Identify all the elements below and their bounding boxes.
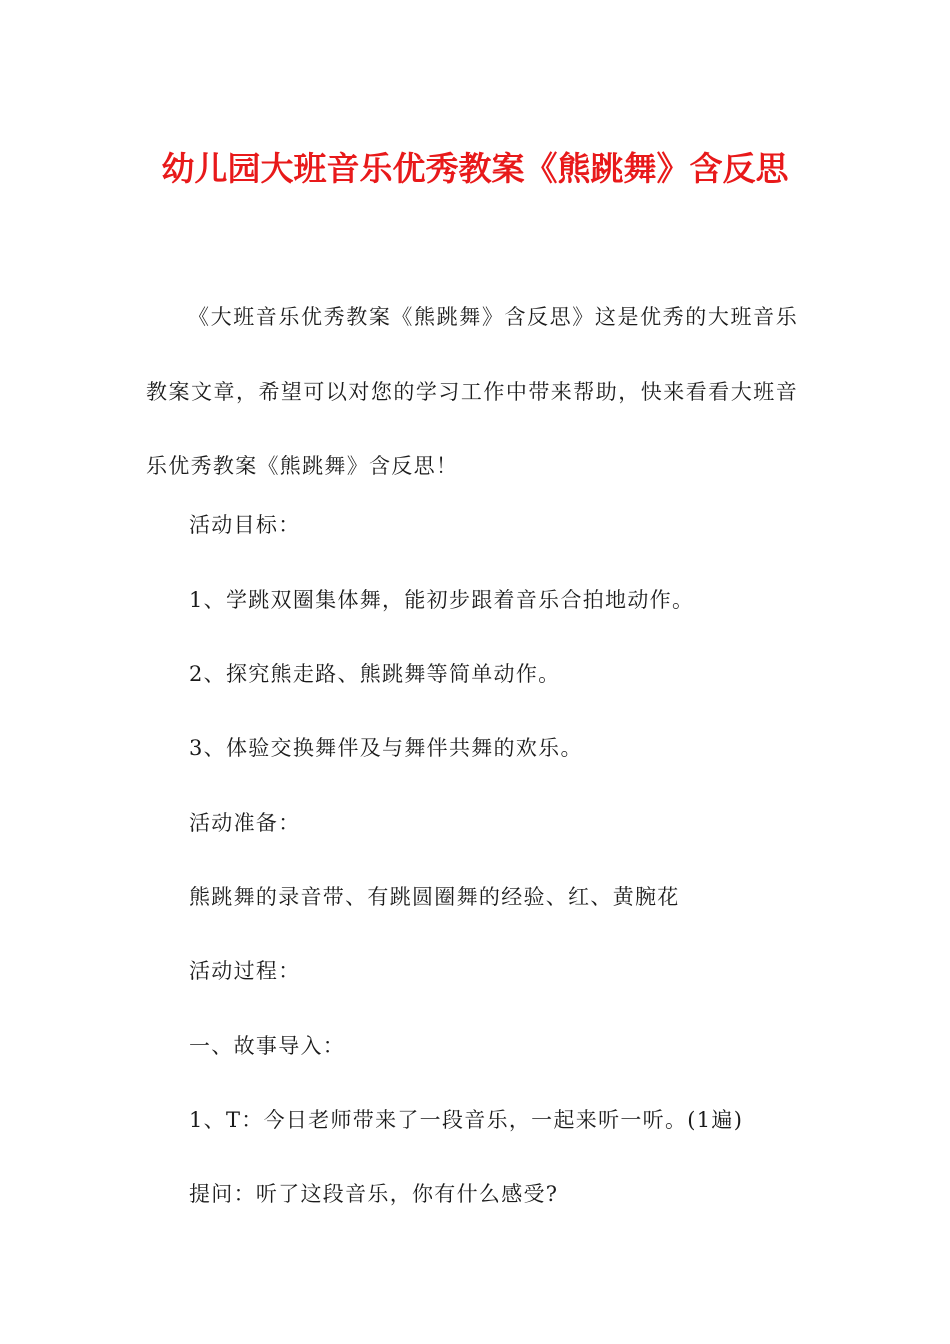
section-heading-objectives: 活动目标：	[189, 513, 301, 537]
objective-item-1: 1、学跳双圈集体舞，能初步跟着音乐合拍地动作。	[189, 588, 695, 612]
objective-item-3: 3、体验交换舞伴及与舞伴共舞的欢乐。	[189, 736, 583, 760]
objective-item-2: 2、探究熊走路、熊跳舞等简单动作。	[189, 662, 561, 686]
section-heading-preparation: 活动准备：	[189, 811, 301, 835]
process-question: 提问：听了这段音乐，你有什么感受?	[189, 1182, 559, 1206]
intro-paragraph: 《大班音乐优秀教案《熊跳舞》含反思》这是优秀的大班音乐教案文章，希望可以对您的学习工作中带来帮助，快来看看大班音乐优秀教案《熊跳舞》含反思！	[146, 305, 798, 478]
process-step-heading: 一、故事导入：	[189, 1034, 346, 1058]
section-heading-process: 活动过程：	[189, 959, 301, 983]
document-title: 幼儿园大班音乐优秀教案《熊跳舞》含反思	[161, 149, 789, 188]
preparation-text: 熊跳舞的录音带、有跳圆圈舞的经验、红、黄腕花	[189, 885, 680, 909]
process-step-1: 1、T：今日老师带来了一段音乐，一起来听一听。(1遍)	[189, 1108, 744, 1132]
